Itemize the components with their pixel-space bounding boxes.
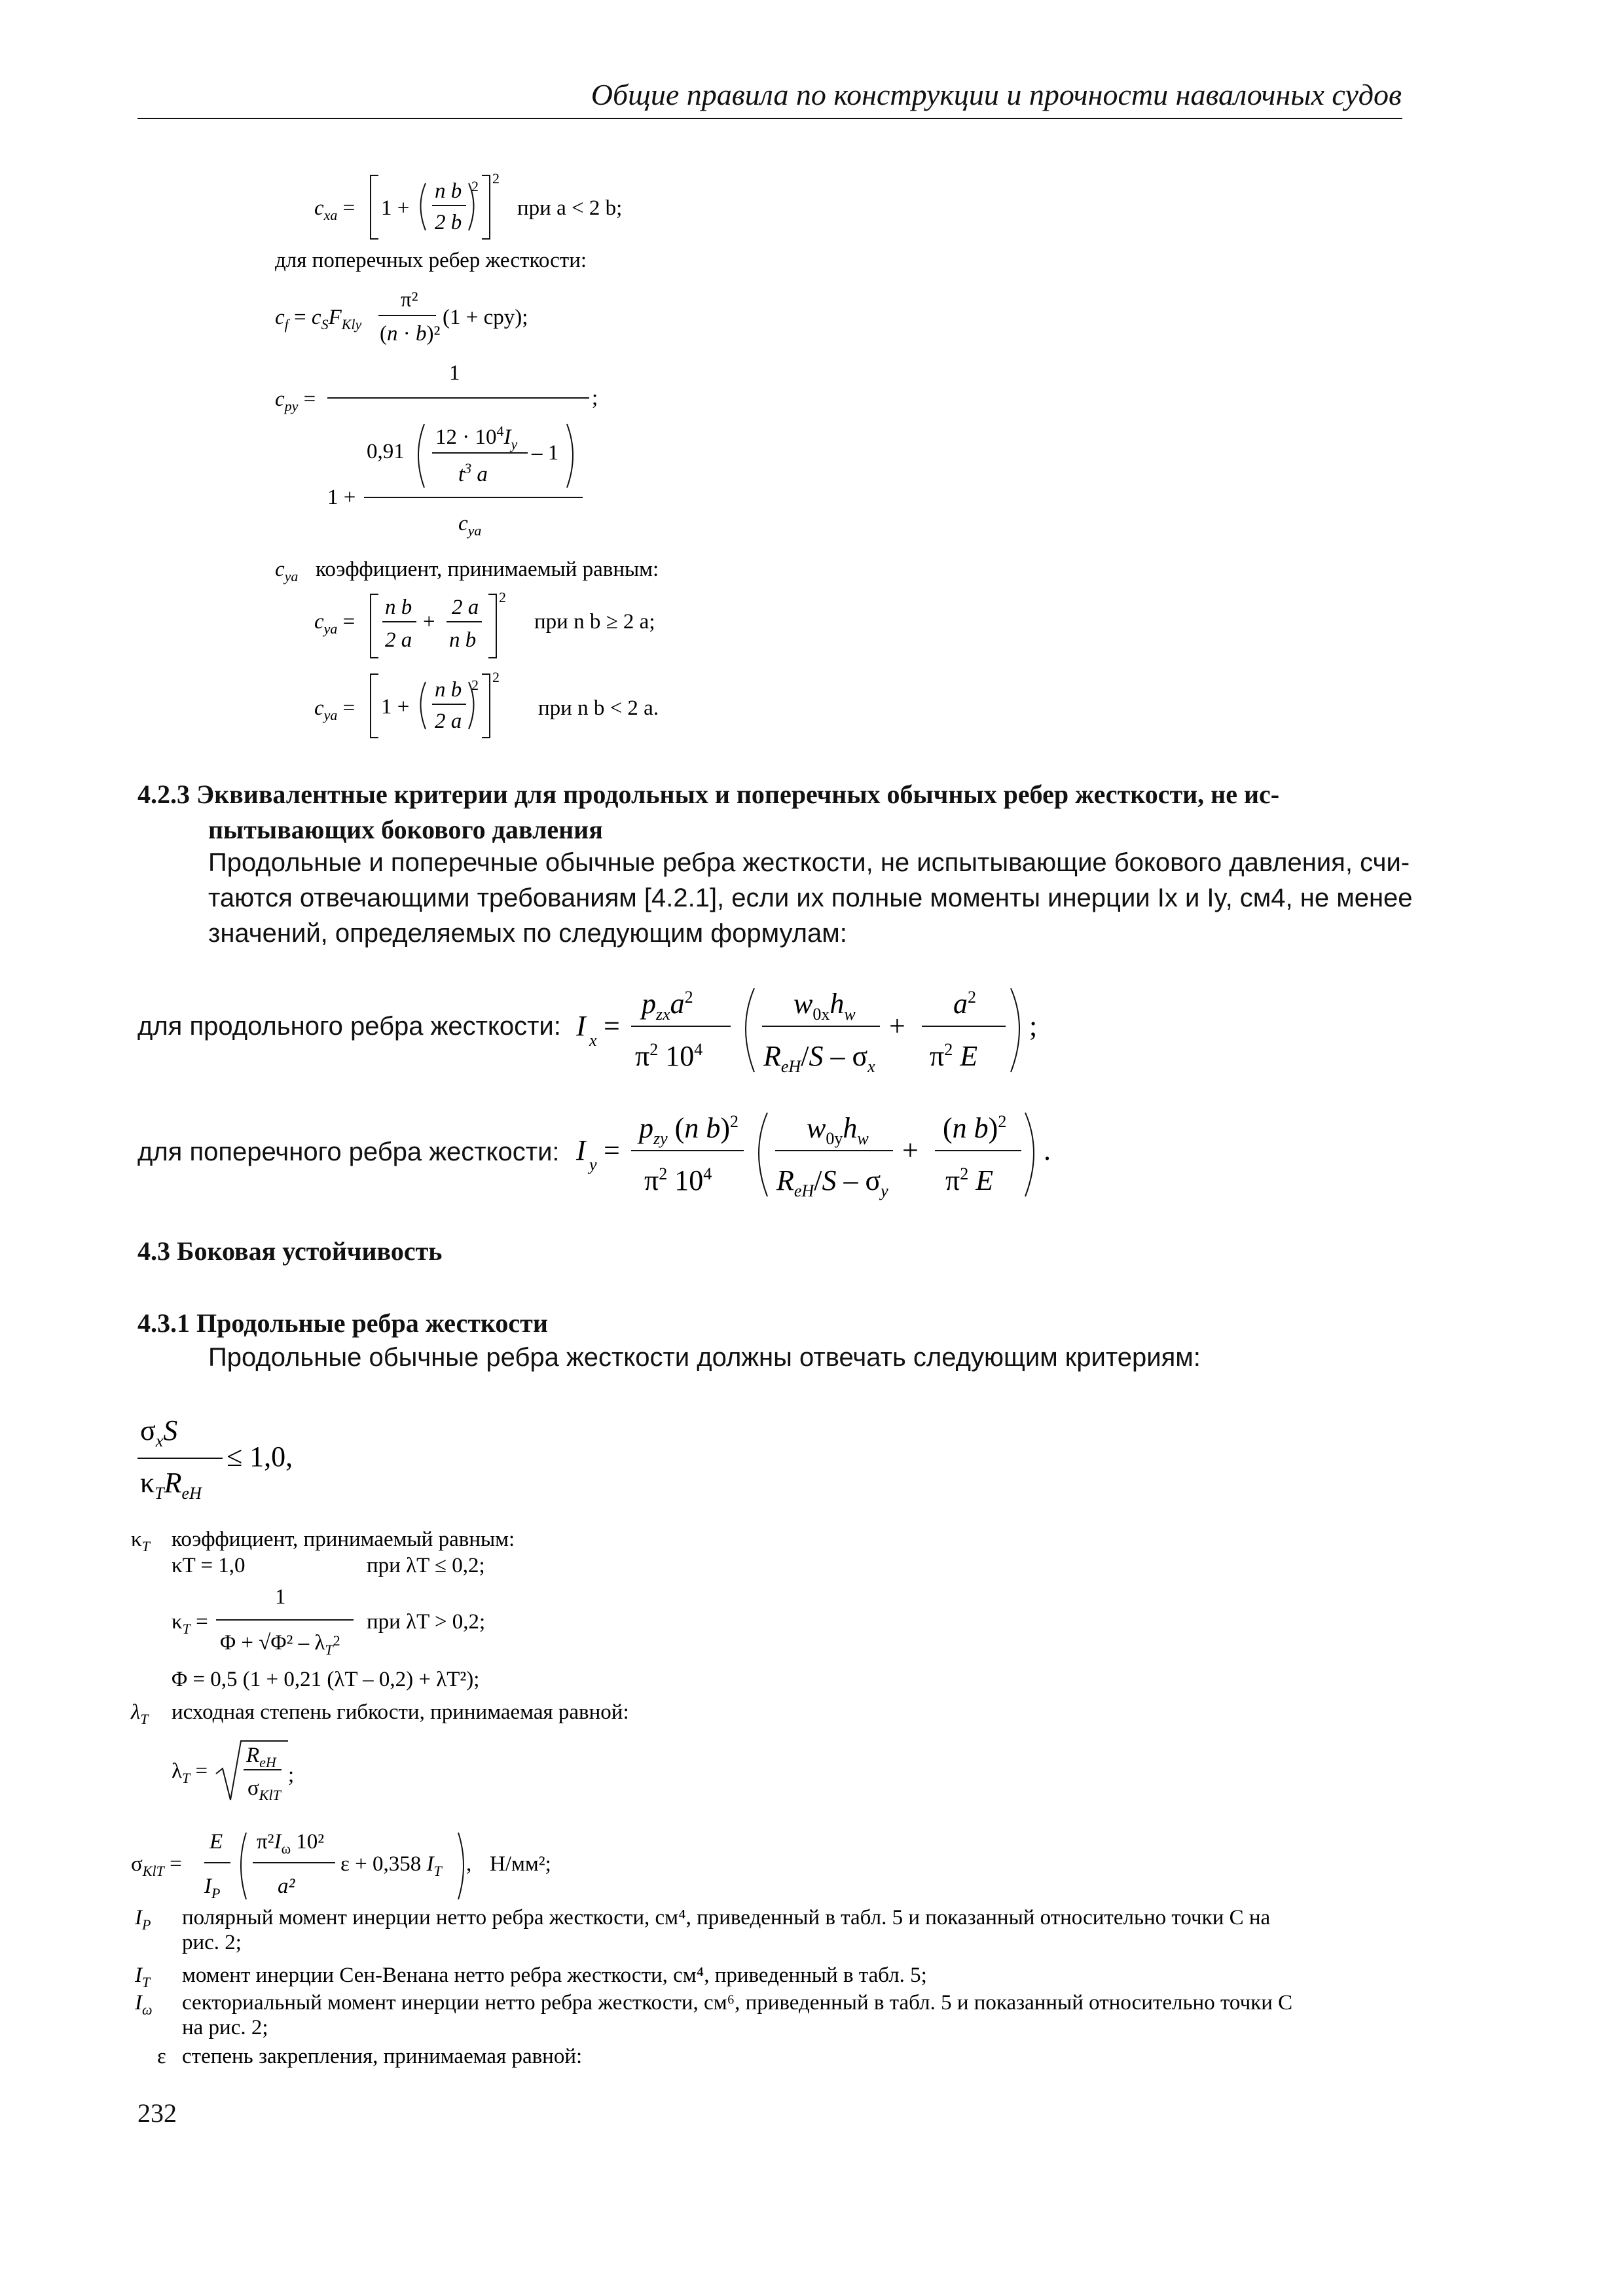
criterion-tail: ≤ 1,0, [227, 1441, 293, 1473]
svg-text:ReH/S – σy: $R_{eH}/S - \sigma_y$ [776, 1164, 888, 1200]
formula-Iy [563, 1100, 1087, 1211]
criterion-formula [131, 1401, 393, 1518]
svg-text:π2 104: $\pi^2$ $10^4$ [644, 1164, 712, 1196]
svg-text:Iω: $I_\omega$ [135, 1991, 153, 2018]
formula-Ix [563, 975, 1061, 1086]
svg-text:1 +: 1 + [381, 196, 410, 220]
svg-text:+: + [889, 1010, 905, 1042]
cf-lhs: $c_f = c_SF_{Kly}$ [275, 306, 362, 332]
svg-text:π²: π² [401, 288, 418, 312]
svg-text:2: 2 [499, 589, 506, 605]
svg-text:;: ; [592, 386, 598, 410]
svg-text:(n b)2: (n b)$^2$ [943, 1112, 1007, 1144]
svg-text:κT: $\kappa_T$ [131, 1528, 150, 1554]
sigma-units: Н/мм²; [490, 1852, 551, 1876]
svg-text:=: = [604, 1010, 620, 1042]
transverse-note: для поперечных ребер жесткости: [275, 249, 587, 272]
svg-text:2: 2 [492, 170, 500, 187]
svg-text:2 a: 2 a [385, 628, 412, 652]
svg-text:λT: $\lambda_T$ [131, 1700, 149, 1727]
svg-text:cpy =: $c_{py}$ = [275, 387, 316, 414]
page-number: 232 [137, 2098, 177, 2128]
It-text: момент инерции Сен-Венана нетто ребра жесткости, см⁴, приведенный в табл. 5; [182, 1964, 927, 1987]
svg-text:IP: $I_P$ [135, 1906, 151, 1933]
svg-text:κTReH: $\kappa_TR_{eH}$ [140, 1467, 202, 1503]
svg-text:,: , [466, 1852, 472, 1876]
svg-text:2: 2 [471, 677, 479, 693]
svg-text:– 1: – 1 [532, 441, 559, 465]
svg-text:ReH/S – σx: $R_{eH}/S - \sigma_x$ [763, 1040, 875, 1076]
svg-text:y: y [589, 1155, 597, 1174]
cya-def-text: коэффициент, принимаемый равным: [316, 558, 659, 581]
kappa-text: коэффициент, принимаемый равным: [172, 1528, 515, 1551]
cya-symbol: $c_{ya}$ [275, 558, 299, 584]
svg-text:2 a: 2 a [435, 709, 462, 733]
cxa-lhs: $c_{xa}$ = [314, 196, 356, 223]
svg-text:cya: $c_{ya}$ [458, 512, 482, 539]
heading-4-2-3-cont: пытывающих бокового давления [208, 815, 603, 844]
svg-text:n b: n b [449, 628, 477, 652]
kappa-case-1-cond: при λT ≤ 0,2; [367, 1554, 485, 1577]
Iw-text-2: на рис. 2; [182, 2016, 268, 2039]
svg-text:+: + [902, 1134, 919, 1166]
svg-text:π2 E: $\pi^2$ E [930, 1040, 978, 1072]
svg-text:IP: $I_P$ [204, 1874, 221, 1901]
definitions-block [0, 1525, 1440, 2081]
svg-text:;: ; [1029, 1010, 1038, 1042]
svg-text:.: . [1044, 1134, 1051, 1166]
svg-text:(n · b)²: (n · b)² [380, 322, 441, 346]
svg-text:π2 104: $\pi^2$ $10^4$ [635, 1040, 703, 1072]
cxa-condition: при a < 2 b; [517, 196, 623, 220]
top-formulas [0, 151, 851, 753]
phi-formula: Φ = 0,5 (1 + 0,21 (λT – 0,2) + λT²); [172, 1668, 480, 1691]
eps-text: степень закрепления, принимаемая равной: [182, 2045, 583, 2068]
kappa-case-1: κT = 1,0 [172, 1554, 246, 1577]
transverse-label: для поперечного ребра жесткости: [137, 1138, 560, 1166]
svg-text:0,91: 0,91 [367, 440, 405, 463]
svg-text:Φ + √Φ² – λT2: $\Phi + √\Phi^2 - \lambda_T^2$ [220, 1631, 340, 1658]
para-4-2-3-line1: Продольные и поперечные обычные ребра жесткости, не испытывающие бокового давления, счи- [208, 848, 1410, 877]
svg-text:;: ; [288, 1763, 295, 1787]
Ip-text-2: рис. 2; [182, 1931, 242, 1954]
svg-text:pzxa2: $p_{zx}a^2$ [642, 988, 693, 1024]
svg-text:x: x [589, 1031, 597, 1050]
svg-text:t3 a: $t^3$ a [458, 460, 488, 486]
running-header: Общие правила по конструкции и прочности навалочных судов [591, 78, 1402, 111]
Iw-text: секториальный момент инерции нетто ребра жесткости, см⁶, приведенный в табл. 5 и показанный относительно точки C [182, 1991, 1293, 2015]
longitudinal-label: для продольного ребра жесткости: [137, 1012, 561, 1041]
svg-text:ε + 0,358 IT: ε + 0,358 $I_T$ [340, 1852, 442, 1879]
svg-text:cya =: $c_{ya}$ = [314, 610, 356, 637]
svg-text:1 +: 1 + [327, 486, 356, 509]
cf-tail: (1 + cpy); [443, 306, 528, 329]
svg-text:σxS: $\sigma_xS$ [140, 1414, 178, 1450]
svg-text:1: 1 [449, 361, 460, 385]
heading-4-3-1: 4.3.1 Продольные ребра жесткости [137, 1308, 548, 1338]
para-4-3-1: Продольные обычные ребра жесткости должны отвечать следующим критериям: [208, 1343, 1201, 1372]
svg-text:cya =: $c_{ya}$ = [314, 696, 356, 723]
svg-text:E: E [210, 1830, 223, 1854]
svg-text:1: 1 [275, 1585, 286, 1609]
cya-condition-1: при n b ≥ 2 a; [534, 610, 655, 634]
lambda-text: исходная степень гибкости, принимаемая равной: [172, 1700, 629, 1724]
svg-text:w0xhw: $w_{0x}h_w$ [793, 988, 856, 1024]
svg-text:a²: a² [278, 1874, 295, 1898]
svg-text:IT: $I_T$ [135, 1964, 151, 1990]
heading-4-3: 4.3 Боковая устойчивость [137, 1236, 443, 1266]
svg-text:n b: n b [385, 596, 412, 619]
svg-text:pzy (n b)2: $p_{zy}$ (n b)$^2$ [639, 1112, 739, 1148]
svg-text:1 +: 1 + [381, 695, 410, 719]
svg-text:12 · 104Iy: $12 \cdot 10^4I_y$ [435, 423, 518, 452]
svg-text:=: = [604, 1134, 620, 1166]
svg-text:2 b: 2 b [435, 211, 462, 234]
cya-condition-2: при n b < 2 a. [538, 696, 659, 720]
svg-text:n b: n b [435, 179, 462, 203]
header-rule [137, 118, 1402, 119]
para-4-2-3-line3: значений, определяемых по следующим формулам: [208, 919, 847, 948]
svg-text:ReH: $R_{eH}$ [246, 1744, 276, 1770]
svg-text:σKlT: $\sigma_{KlT}$ [247, 1776, 281, 1803]
svg-text:+: + [423, 610, 435, 634]
svg-text:2: 2 [471, 178, 479, 194]
heading-4-2-3: 4.2.3 Эквивалентные критерии для продольных и поперечных обычных ребер жесткости, не ис- [137, 780, 1280, 809]
para-4-2-3-line2: таются отвечающими требованиям [4.2.1], если их полные моменты инерции Ix и Iy, см4, не менее [208, 884, 1413, 912]
svg-text:σKlT =: $\sigma_{KlT}$ = [131, 1852, 182, 1879]
svg-text:λT =: $\lambda_T$ = [172, 1759, 208, 1786]
kappa-case-2-cond: при λT > 0,2; [367, 1610, 486, 1634]
svg-text:a2: $a^2$ [953, 988, 976, 1020]
svg-text:π²Iω 10²: $\pi^2I_\omega$ 10² [257, 1830, 325, 1857]
svg-text:2: 2 [492, 669, 500, 685]
svg-text:I: I [576, 1134, 586, 1166]
svg-text:I: I [576, 1010, 586, 1042]
eps-symbol: ε [157, 2045, 166, 2068]
svg-text:2 a: 2 a [452, 596, 479, 619]
svg-text:κT =: $\kappa_T$ = [172, 1610, 208, 1637]
svg-text:π2 E: $\pi^2$ E [945, 1164, 994, 1196]
svg-text:n b: n b [435, 678, 462, 702]
svg-text:w0yhw: $w_{0y}h_w$ [807, 1112, 869, 1148]
Ip-text: полярный момент инерции нетто ребра жесткости, см⁴, приведенный в табл. 5 и показанный относительно точки C на [182, 1906, 1271, 1929]
